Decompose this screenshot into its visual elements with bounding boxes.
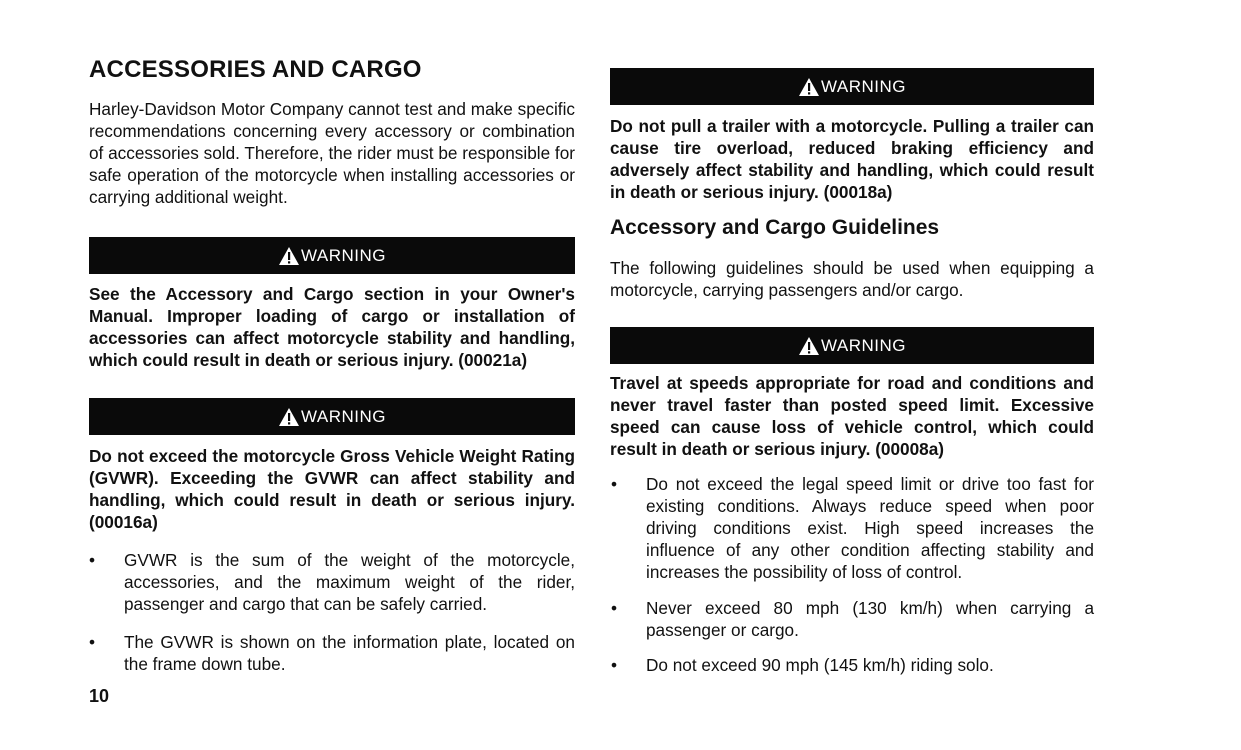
list-item-text: Never exceed 80 mph (130 km/h) when carrying a passenger or cargo. [646, 598, 1094, 640]
warning-label: WARNING [300, 245, 387, 265]
bullet-icon: • [611, 598, 618, 618]
sub-heading: Accessory and Cargo Guidelines [610, 216, 940, 239]
bullet-icon: • [89, 550, 96, 570]
warning-label: WARNING [820, 335, 907, 355]
warning-banner [89, 237, 575, 274]
list-item-text: Do not exceed 90 mph (145 km/h) riding solo. [646, 655, 994, 675]
warning-text: See the Accessory and Cargo section in your Owner's Manual. Improper loading of cargo or installation of accessories can affect motorcycle stability and handling, which could result in death or serious injury. (00021a) [89, 284, 575, 370]
list-item-text: Do not exceed the legal speed limit or drive too fast for existing conditions. Always reduce speed when poor driving conditions exist. High speed increases the influence of any other condition affecting stability and increases the possibility of loss of control. [646, 474, 1094, 582]
list-item [611, 473, 1094, 583]
warning-label: WARNING [300, 406, 387, 426]
section-heading: ACCESSORIES AND CARGO [89, 56, 422, 83]
list-item [611, 597, 1094, 641]
list-item [89, 631, 575, 675]
bullet-icon: • [611, 655, 618, 675]
warning-banner [610, 327, 1094, 364]
warning-triangle-icon [798, 77, 820, 97]
page-number: 10 [89, 686, 110, 706]
warning-triangle-icon [278, 407, 300, 427]
guidelines-intro: The following guidelines should be used when equipping a motorcycle, carrying passengers and/or cargo. [610, 258, 1094, 300]
list-item [89, 549, 575, 615]
bullet-icon: • [89, 632, 96, 652]
warning-triangle-icon [278, 246, 300, 266]
warning-triangle-icon [798, 336, 820, 356]
list-item-text: GVWR is the sum of the weight of the motorcycle, accessories, and the maximum weight of the rider, passenger and cargo that can be safely carried. [124, 550, 575, 614]
list-item-text: The GVWR is shown on the information plate, located on the frame down tube. [124, 632, 575, 674]
warning-text: Do not exceed the motorcycle Gross Vehicle Weight Rating (GVWR). Exceeding the GVWR can affect stability and handling, which could result in death or serious injury. (00016a) [89, 446, 575, 532]
list-item [611, 654, 1094, 676]
warning-banner [89, 398, 575, 435]
warning-text: Do not pull a trailer with a motorcycle. Pulling a trailer can cause tire overload, reduced braking efficiency and adversely affect stability and handling, which could result in death or serious injury. (00018a) [610, 116, 1094, 202]
bullet-icon: • [611, 474, 618, 494]
warning-text: Travel at speeds appropriate for road and conditions and never travel faster than posted speed limit. Excessive speed can cause loss of vehicle control, which could result in death or serious injury. (00008a) [610, 373, 1094, 459]
warning-label: WARNING [820, 76, 907, 96]
warning-banner [610, 68, 1094, 105]
intro-paragraph: Harley-Davidson Motor Company cannot test and make specific recommendations concerning every accessory or combination of accessories sold. Therefore, the rider must be responsible for safe operation of the motorcycle when installing accessories or carrying additional weight. [89, 99, 575, 207]
